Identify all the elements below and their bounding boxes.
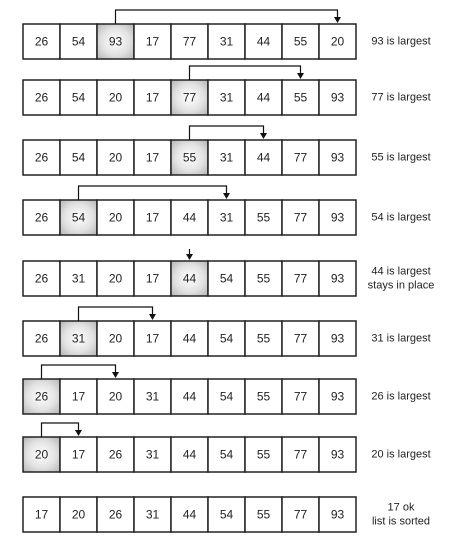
list-cell [134,321,171,356]
sort-pass-row [23,497,430,532]
list-cell [208,24,245,59]
swap-arrow-line [42,365,116,379]
largest-value-cell [60,200,97,235]
list-cell [319,321,356,356]
cell-value: 17 [145,331,160,346]
cell-value: 31 [71,271,86,286]
list-cell [208,321,245,356]
sort-pass-row [23,66,431,115]
cell-value: 26 [34,90,49,105]
list-cell [97,437,134,472]
cell-value: 93 [330,331,345,346]
cell-value: 77 [293,507,308,522]
list-cell [134,379,171,414]
sort-pass-row [23,307,431,356]
cell-value: 93 [330,210,345,225]
list-cell [282,379,319,414]
list-cell [319,80,356,115]
cell-value: 31 [219,210,234,225]
list-cell [60,80,97,115]
swap-arrow [116,10,342,24]
cell-value: 20 [108,210,123,225]
list-cell [245,24,282,59]
list-cell [245,437,282,472]
list-cell [208,437,245,472]
list-cell [171,379,208,414]
swap-arrow [42,365,120,379]
largest-value-cell [60,321,97,356]
list-cell [208,261,245,296]
list-cell [319,200,356,235]
cell-value: 17 [34,507,49,522]
swap-arrow-line [190,66,301,80]
cell-value: 26 [108,447,123,462]
list-cell [97,321,134,356]
list-cell [97,140,134,175]
cell-value: 20 [71,507,86,522]
swap-arrow [186,249,193,260]
cell-value: 55 [182,150,197,165]
pass-caption: 55 is largest [371,151,431,164]
list-cell [97,261,134,296]
pass-caption: 77 is largest [371,91,431,104]
largest-value-cell [23,437,60,472]
pass-caption: 26 is largest [371,390,431,403]
cell-value: 31 [71,331,86,346]
cell-value: 54 [219,389,234,404]
cell-value: 20 [108,331,123,346]
swap-arrow-line [79,307,153,321]
list-cell [282,80,319,115]
cell-value: 20 [108,90,123,105]
list-cell [319,437,356,472]
cell-value: 54 [71,150,86,165]
arrow-head [334,17,341,23]
list-cell [171,200,208,235]
cell-value: 93 [330,271,345,286]
list-cell [171,24,208,59]
list-cell [208,200,245,235]
list-cell [319,140,356,175]
cell-value: 54 [71,90,86,105]
cell-value: 77 [293,150,308,165]
list-cell [171,321,208,356]
list-cell [23,80,60,115]
list-cell [60,497,97,532]
cell-value: 20 [330,34,345,49]
largest-value-cell [171,80,208,115]
cell-value: 55 [293,90,308,105]
cell-value: 55 [256,389,271,404]
list-cell [60,437,97,472]
cell-value: 44 [182,331,197,346]
cell-value: 55 [293,34,308,49]
cell-value: 77 [293,389,308,404]
arrow-head [75,430,82,436]
pass-caption: stays in place [367,279,435,292]
swap-arrow [42,423,83,437]
swap-arrow [190,126,268,140]
cell-value: 17 [145,271,160,286]
sort-pass-row [23,365,431,414]
sort-pass-row [23,423,431,472]
cell-value: 44 [182,447,197,462]
largest-value-cell [97,24,134,59]
list-cell [282,437,319,472]
list-cell [23,497,60,532]
list-cell [23,24,60,59]
cell-value: 44 [256,90,271,105]
list-cell [282,140,319,175]
list-cell [23,321,60,356]
swap-arrow-line [42,423,79,437]
cell-value: 26 [34,34,49,49]
list-cell [97,80,134,115]
cell-value: 77 [182,90,197,105]
cell-value: 26 [108,507,123,522]
cell-value: 17 [145,210,160,225]
list-cell [134,140,171,175]
cell-value: 55 [256,331,271,346]
cell-value: 93 [330,90,345,105]
list-cell [134,261,171,296]
cell-value: 77 [182,34,197,49]
list-cell [208,80,245,115]
list-cell [97,200,134,235]
cell-value: 20 [34,447,49,462]
cell-value: 54 [219,331,234,346]
list-cell [134,437,171,472]
list-cell [23,261,60,296]
pass-caption: 44 is largest [371,265,431,278]
arrow-head [112,372,119,378]
swap-arrow-line [79,186,227,200]
arrow-head [149,314,156,320]
cell-value: 54 [219,271,234,286]
cell-value: 93 [330,150,345,165]
sort-pass-row [23,249,434,296]
list-cell [208,379,245,414]
list-cell [319,24,356,59]
list-cell [208,497,245,532]
cell-value: 93 [330,507,345,522]
cell-value: 54 [71,34,86,49]
cell-value: 31 [219,150,234,165]
swap-arrow [79,186,231,200]
pass-caption: list is sorted [371,515,431,528]
cell-value: 17 [145,34,160,49]
arrow-head [260,133,267,139]
cell-value: 77 [293,210,308,225]
cell-value: 31 [219,90,234,105]
cell-value: 26 [34,271,49,286]
cell-value: 54 [219,507,234,522]
cell-value: 93 [330,447,345,462]
cell-value: 31 [219,34,234,49]
arrow-head [223,193,230,199]
list-cell [319,261,356,296]
cell-value: 44 [182,389,197,404]
sort-pass-row [23,186,431,235]
cell-value: 20 [108,150,123,165]
swap-arrow [190,66,305,80]
list-cell [171,497,208,532]
cell-value: 54 [71,210,86,225]
list-cell [134,24,171,59]
cell-value: 26 [34,389,49,404]
list-cell [282,497,319,532]
list-cell [245,497,282,532]
largest-value-cell [23,379,60,414]
cell-value: 54 [219,447,234,462]
cell-value: 17 [145,150,160,165]
cell-value: 17 [71,447,86,462]
list-cell [23,140,60,175]
cell-value: 31 [145,447,160,462]
arrow-head [297,73,304,79]
list-cell [60,24,97,59]
list-cell [245,200,282,235]
list-cell [319,497,356,532]
sort-pass-row [23,126,431,175]
cell-value: 17 [71,389,86,404]
list-cell [60,261,97,296]
list-cell [282,24,319,59]
cell-value: 55 [256,447,271,462]
cell-value: 44 [256,150,271,165]
list-cell [60,140,97,175]
cell-value: 55 [256,507,271,522]
cell-value: 55 [256,271,271,286]
cell-value: 26 [34,150,49,165]
swap-arrow [79,307,157,321]
largest-value-cell [171,261,208,296]
cell-value: 26 [34,210,49,225]
cell-value: 93 [330,389,345,404]
list-cell [245,379,282,414]
pass-caption: 31 is largest [371,332,431,345]
largest-value-cell [171,140,208,175]
cell-value: 17 [145,90,160,105]
cell-value: 44 [182,507,197,522]
cell-value: 31 [145,389,160,404]
pass-caption: 54 is largest [371,211,431,224]
list-cell [23,200,60,235]
list-cell [245,140,282,175]
list-cell [245,321,282,356]
cell-value: 26 [34,331,49,346]
list-cell [245,261,282,296]
cell-value: 20 [108,389,123,404]
cell-value: 44 [256,34,271,49]
list-cell [282,261,319,296]
list-cell [134,80,171,115]
list-cell [134,200,171,235]
cell-value: 31 [145,507,160,522]
list-cell [282,321,319,356]
pass-caption: 93 is largest [371,35,431,48]
swap-arrow-line [116,10,338,24]
cell-value: 55 [256,210,271,225]
list-cell [97,379,134,414]
list-cell [245,80,282,115]
list-cell [134,497,171,532]
arrow-head [186,254,193,260]
cell-value: 93 [108,34,123,49]
cell-value: 20 [108,271,123,286]
cell-value: 77 [293,331,308,346]
cell-value: 77 [293,271,308,286]
list-cell [171,437,208,472]
list-cell [282,200,319,235]
list-cell [60,379,97,414]
list-cell [208,140,245,175]
cell-value: 77 [293,447,308,462]
sort-pass-row [23,10,431,59]
cell-value: 44 [182,271,197,286]
pass-caption: 17 ok [387,501,415,514]
list-cell [319,379,356,414]
cell-value: 44 [182,210,197,225]
pass-caption: 20 is largest [371,448,431,461]
swap-arrow-line [190,126,264,140]
list-cell [97,497,134,532]
